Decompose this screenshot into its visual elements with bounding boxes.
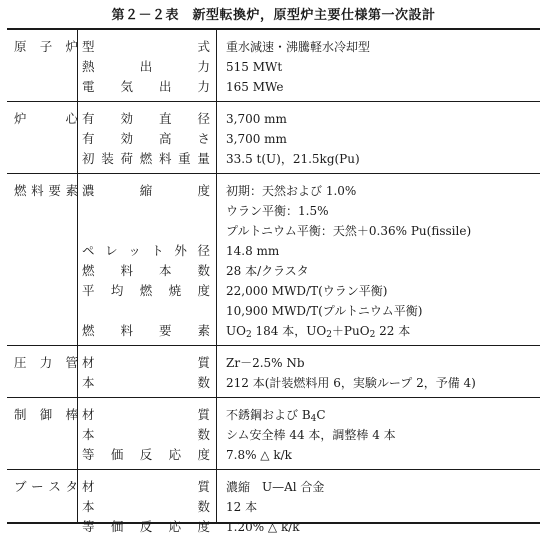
spec-value: 12 本	[226, 500, 258, 514]
table-top-rule	[7, 28, 540, 30]
table-title: 第２－２表 新型転換炉，原型炉主要仕様第一次設計	[111, 8, 436, 23]
spec-item-label	[82, 321, 210, 341]
item-char: 度	[197, 283, 210, 298]
item-char: 燃	[139, 283, 153, 298]
item-char: 焼	[168, 283, 182, 298]
value-column-divider	[216, 28, 217, 524]
item-char: ッ	[128, 243, 141, 258]
spec-value: $UO_2$ 184 本，$UO_2+PuO_2$ 22 本	[226, 324, 411, 340]
item-char: 価	[110, 447, 124, 462]
spec-item-label	[82, 261, 210, 281]
spec-value: 212 本(計装燃料用 6，実験ループ 2，予備 4)	[226, 376, 476, 390]
category-char: 素	[65, 183, 78, 198]
spec-item-label	[82, 445, 210, 465]
category-char: 棒	[65, 407, 78, 422]
item-char: 有	[82, 111, 95, 126]
spec-item-label	[82, 241, 210, 261]
spec-item-label	[82, 281, 210, 301]
category-char: ス	[48, 479, 61, 494]
item-char: 応	[168, 447, 182, 462]
item-char: 重	[178, 151, 191, 166]
spec-item-label	[82, 37, 210, 57]
spec-value: 初期：天然および 1.0%	[226, 184, 357, 198]
section-category	[14, 405, 78, 425]
item-char: 量	[197, 151, 210, 166]
category-char: ブ	[14, 479, 27, 494]
item-char: 高	[158, 131, 172, 146]
item-char: 数	[197, 375, 210, 390]
section-category	[14, 353, 78, 373]
section-category	[14, 37, 78, 57]
category-char: 燃	[14, 183, 27, 198]
spec-item-label	[82, 497, 210, 517]
spec-value: Zr－2.5% Nb	[226, 356, 305, 370]
item-char: 均	[110, 283, 124, 298]
category-char: 原	[14, 39, 27, 54]
category-char: ー	[31, 479, 44, 494]
item-char: 出	[158, 79, 172, 94]
item-char: 濃	[82, 183, 95, 198]
item-char: 度	[197, 183, 210, 198]
category-char: 御	[39, 407, 53, 422]
item-char: 材	[82, 407, 95, 422]
item-char: 効	[120, 131, 133, 146]
spec-value: ウラン平衡：1.5%	[226, 204, 329, 218]
spec-item-label	[82, 517, 210, 537]
spec-value: 515 MWt	[226, 60, 283, 74]
spec-item-label	[82, 181, 210, 201]
category-char: 要	[48, 183, 61, 198]
item-char: 力	[197, 59, 210, 74]
item-char: レ	[105, 243, 118, 258]
spec-value: 33.5 t(U)，21.5kg(Pu)	[226, 152, 360, 166]
item-char: 質	[197, 479, 210, 494]
item-char: 質	[197, 407, 210, 422]
item-char: 反	[139, 447, 153, 462]
item-char: 燃	[82, 323, 95, 338]
item-char: 気	[120, 79, 133, 94]
item-char: ペ	[82, 243, 95, 258]
item-char: 数	[197, 499, 210, 514]
spec-item-label	[82, 109, 210, 129]
section-category	[14, 109, 78, 129]
spec-item-label	[82, 373, 210, 393]
spec-value: 22,000 MWD/T(ウラン平衡)	[226, 284, 388, 298]
item-char: 力	[197, 79, 210, 94]
item-char: 径	[197, 243, 210, 258]
item-char: 装	[101, 151, 114, 166]
section-divider	[7, 397, 540, 398]
spec-item-label	[82, 477, 210, 497]
category-char: 力	[39, 355, 53, 370]
spec-item-label	[82, 405, 210, 425]
item-char: 料	[158, 151, 172, 166]
item-char: 料	[120, 263, 133, 278]
category-char: 制	[14, 407, 27, 422]
category-column-divider	[77, 28, 78, 524]
item-char: 電	[82, 79, 95, 94]
item-char: 効	[120, 111, 133, 126]
item-char: 式	[197, 39, 210, 54]
item-char: 等	[82, 447, 95, 462]
item-char: 荷	[120, 151, 133, 166]
item-char: さ	[197, 131, 210, 146]
item-char: 平	[82, 283, 95, 298]
item-char: 燃	[139, 151, 153, 166]
item-char: 本	[82, 427, 95, 442]
item-char: 外	[174, 243, 187, 258]
spec-value: 14.8 mm	[226, 244, 280, 258]
item-char: 質	[197, 355, 210, 370]
spec-value: 不銹鋼および $B_4C$	[226, 408, 326, 424]
item-char: 反	[139, 519, 153, 534]
item-char: 材	[82, 355, 95, 370]
category-char: 管	[65, 355, 78, 370]
category-char: 炉	[14, 111, 27, 126]
spec-item-label	[82, 129, 210, 149]
item-char: 度	[197, 447, 210, 462]
spec-value: 3,700 mm	[226, 112, 287, 126]
item-char: ト	[151, 243, 164, 258]
item-char: 出	[139, 59, 153, 74]
spec-value: 165 MWe	[226, 80, 284, 94]
spec-item-label	[82, 57, 210, 77]
section-divider	[7, 469, 540, 470]
item-char: 数	[197, 427, 210, 442]
spec-item-label	[82, 149, 210, 169]
section-divider	[7, 173, 540, 174]
section-divider	[7, 101, 540, 102]
item-char: 本	[158, 263, 172, 278]
section-category	[14, 477, 78, 497]
section-category	[14, 181, 78, 201]
spec-value: 重水減速・沸騰軽水冷却型	[226, 40, 371, 54]
item-char: 直	[158, 111, 172, 126]
category-char: 心	[65, 111, 78, 126]
spec-item-label	[82, 77, 210, 97]
item-char: 燃	[82, 263, 95, 278]
item-char: 数	[197, 263, 210, 278]
spec-value: 1.20% △ k/k	[226, 520, 300, 534]
category-char: 子	[39, 39, 53, 54]
item-char: 初	[82, 151, 95, 166]
item-char: 熱	[82, 59, 95, 74]
spec-value: 3,700 mm	[226, 132, 287, 146]
spec-value: 7.8% △ k/k	[226, 448, 292, 462]
spec-value: プルトニウム平衡：天然＋0.36% Pu(fissile)	[226, 224, 472, 238]
item-char: 径	[197, 111, 210, 126]
spec-item-label	[82, 353, 210, 373]
item-char: 度	[197, 519, 210, 534]
spec-value: 濃縮 U—Al 合金	[226, 480, 325, 494]
category-char: 料	[31, 183, 44, 198]
item-char: 有	[82, 131, 95, 146]
item-char: 応	[168, 519, 182, 534]
item-char: 要	[158, 323, 172, 338]
item-char: 等	[82, 519, 95, 534]
item-char: 価	[110, 519, 124, 534]
item-char: 本	[82, 375, 95, 390]
category-char: 圧	[14, 355, 27, 370]
item-char: 縮	[139, 183, 153, 198]
item-char: 料	[120, 323, 133, 338]
spec-item-label	[82, 425, 210, 445]
item-char: 型	[82, 39, 95, 54]
item-char: 本	[82, 499, 95, 514]
spec-value: シム安全棒 44 本，調整棒 4 本	[226, 428, 396, 442]
item-char: 素	[197, 323, 210, 338]
item-char: 材	[82, 479, 95, 494]
category-char: タ	[65, 479, 78, 494]
category-char: 炉	[65, 39, 78, 54]
section-divider	[7, 345, 540, 346]
spec-value: 28 本/クラスタ	[226, 264, 309, 278]
spec-value: 10,900 MWD/T(プルトニウム平衡)	[226, 304, 423, 318]
